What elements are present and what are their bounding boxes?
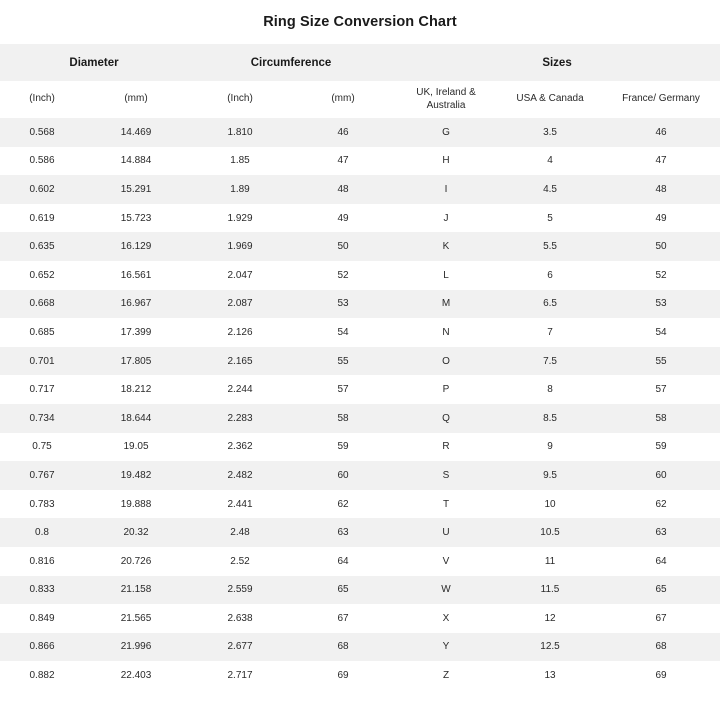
table-cell: 47 [602,147,720,176]
table-row [0,661,720,690]
table-cell: 6 [498,261,602,290]
table-cell: 68 [602,633,720,662]
table-cell: 63 [292,518,394,547]
table-cell: G [394,118,498,147]
group-header-diameter: Diameter [0,44,188,81]
table-cell: 18.212 [84,375,188,404]
table-cell: 0.8 [0,518,84,547]
table-cell: L [394,261,498,290]
table-cell: 54 [602,318,720,347]
table-cell: 0.701 [0,347,84,376]
table-cell: 50 [602,232,720,261]
table-cell: 0.866 [0,633,84,662]
table-cell: 11.5 [498,576,602,605]
table-cell: 1.929 [188,204,292,233]
table-cell: 14.884 [84,147,188,176]
table-cell: 62 [292,490,394,519]
table-row [0,576,720,605]
group-header-circumference: Circumference [188,44,394,81]
table-cell: 1.810 [188,118,292,147]
table-cell: 19.888 [84,490,188,519]
table-cell: Z [394,661,498,690]
table-cell: 16.967 [84,290,188,319]
table-cell: 12 [498,604,602,633]
table-cell: 2.362 [188,433,292,462]
table-cell: 1.969 [188,232,292,261]
table-cell: O [394,347,498,376]
table-group-header-row [0,44,720,81]
table-row [0,175,720,204]
table-cell: 12.5 [498,633,602,662]
table-cell: 0.816 [0,547,84,576]
table-cell: 8 [498,375,602,404]
table-row [0,118,720,147]
table-cell: 67 [292,604,394,633]
table-cell: 60 [602,461,720,490]
table-cell: 15.723 [84,204,188,233]
sub-header-circumference-mm: (mm) [292,81,394,118]
table-cell: 48 [292,175,394,204]
table-cell: 50 [292,232,394,261]
table-cell: 2.047 [188,261,292,290]
table-cell: 21.996 [84,633,188,662]
sub-header-diameter-inch: (Inch) [0,81,84,118]
table-cell: 64 [292,547,394,576]
table-cell: 0.586 [0,147,84,176]
table-cell: 58 [292,404,394,433]
table-cell: 62 [602,490,720,519]
table-cell: 64 [602,547,720,576]
table-cell: 3.5 [498,118,602,147]
table-row [0,604,720,633]
table-cell: S [394,461,498,490]
table-cell: R [394,433,498,462]
table-cell: 4 [498,147,602,176]
table-cell: 2.087 [188,290,292,319]
table-cell: 46 [602,118,720,147]
table-cell: 0.652 [0,261,84,290]
table-cell: 2.48 [188,518,292,547]
table-cell: I [394,175,498,204]
table-row [0,232,720,261]
table-cell: 0.635 [0,232,84,261]
table-cell: 46 [292,118,394,147]
table-cell: 1.85 [188,147,292,176]
group-header-sizes: Sizes [394,44,720,81]
table-sub-header-row [0,81,720,118]
table-cell: 0.882 [0,661,84,690]
table-row [0,433,720,462]
table-cell: M [394,290,498,319]
table-cell: 15.291 [84,175,188,204]
table-cell: 17.399 [84,318,188,347]
table-cell: 10 [498,490,602,519]
table-cell: W [394,576,498,605]
sub-header-circumference-inch: (Inch) [188,81,292,118]
table-row [0,147,720,176]
table-row [0,375,720,404]
table-cell: 65 [602,576,720,605]
table-cell: 2.283 [188,404,292,433]
table-cell: 0.75 [0,433,84,462]
table-cell: 48 [602,175,720,204]
table-cell: 20.32 [84,518,188,547]
table-cell: 16.129 [84,232,188,261]
table-cell: 67 [602,604,720,633]
table-cell: 52 [602,261,720,290]
table-cell: 47 [292,147,394,176]
table-row [0,633,720,662]
table-cell: 55 [602,347,720,376]
table-cell: 0.833 [0,576,84,605]
table-cell: 53 [292,290,394,319]
table-cell: 2.165 [188,347,292,376]
table-cell: 9.5 [498,461,602,490]
table-row [0,461,720,490]
table-cell: 59 [602,433,720,462]
table-row [0,518,720,547]
table-cell: 4.5 [498,175,602,204]
table-cell: 2.52 [188,547,292,576]
table-cell: V [394,547,498,576]
table-cell: U [394,518,498,547]
table-cell: 19.482 [84,461,188,490]
sub-header-france-germany: France/ Germany [602,81,720,118]
table-cell: 5.5 [498,232,602,261]
table-cell: 0.734 [0,404,84,433]
table-cell: 0.717 [0,375,84,404]
table-cell: 57 [602,375,720,404]
table-cell: P [394,375,498,404]
table-cell: 16.561 [84,261,188,290]
table-cell: 20.726 [84,547,188,576]
table-cell: 65 [292,576,394,605]
table-row [0,261,720,290]
table-cell: 0.767 [0,461,84,490]
table-row [0,547,720,576]
table-cell: 2.244 [188,375,292,404]
table-cell: 2.559 [188,576,292,605]
table-cell: 0.783 [0,490,84,519]
sub-header-usa-canada: USA & Canada [498,81,602,118]
table-cell: 0.568 [0,118,84,147]
table-cell: T [394,490,498,519]
table-cell: 11 [498,547,602,576]
table-cell: 22.403 [84,661,188,690]
table-cell: Y [394,633,498,662]
table-cell: 13 [498,661,602,690]
table-cell: 1.89 [188,175,292,204]
sub-header-uk-ireland-australia: UK, Ireland & Australia [394,81,498,118]
table-cell: H [394,147,498,176]
table-cell: 19.05 [84,433,188,462]
table-cell: 14.469 [84,118,188,147]
table-row [0,404,720,433]
table-cell: 9 [498,433,602,462]
table-cell: 8.5 [498,404,602,433]
table-cell: 10.5 [498,518,602,547]
table-cell: 7 [498,318,602,347]
table-cell: 0.668 [0,290,84,319]
table-cell: 0.849 [0,604,84,633]
table-cell: K [394,232,498,261]
table-cell: 52 [292,261,394,290]
table-row [0,318,720,347]
table-cell: 2.638 [188,604,292,633]
table-cell: 21.158 [84,576,188,605]
table-row [0,290,720,319]
table-cell: 5 [498,204,602,233]
table-cell: 60 [292,461,394,490]
table-cell: 69 [292,661,394,690]
table-body [0,118,720,690]
table-cell: 0.685 [0,318,84,347]
table-cell: 2.126 [188,318,292,347]
table-cell: Q [394,404,498,433]
table-cell: 0.602 [0,175,84,204]
table-cell: 49 [602,204,720,233]
table-cell: X [394,604,498,633]
table-cell: 2.717 [188,661,292,690]
table-cell: 7.5 [498,347,602,376]
table-cell: 54 [292,318,394,347]
table-cell: N [394,318,498,347]
sub-header-diameter-mm: (mm) [84,81,188,118]
table-cell: J [394,204,498,233]
table-cell: 0.619 [0,204,84,233]
ring-size-conversion-table [0,44,720,690]
table-cell: 53 [602,290,720,319]
page-title: Ring Size Conversion Chart [263,14,457,30]
table-cell: 49 [292,204,394,233]
table-cell: 6.5 [498,290,602,319]
table-header [0,44,720,118]
table-cell: 63 [602,518,720,547]
table-cell: 68 [292,633,394,662]
table-cell: 58 [602,404,720,433]
table-cell: 55 [292,347,394,376]
table-cell: 69 [602,661,720,690]
table-cell: 57 [292,375,394,404]
table-cell: 2.482 [188,461,292,490]
table-row [0,347,720,376]
table-cell: 59 [292,433,394,462]
table-cell: 18.644 [84,404,188,433]
table-cell: 2.677 [188,633,292,662]
table-cell: 17.805 [84,347,188,376]
table-row [0,490,720,519]
table-cell: 2.441 [188,490,292,519]
table-row [0,204,720,233]
table-cell: 21.565 [84,604,188,633]
